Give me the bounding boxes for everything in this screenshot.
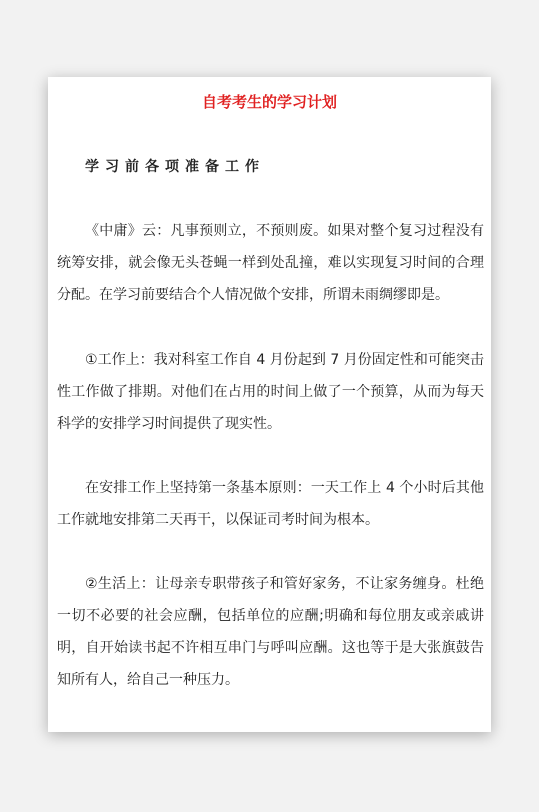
paragraph-work-schedule: ①工作上：我对科室工作自 4 月份起到 7 月份固定性和可能突击性工作做了排期。对他们在占用的时间上做了一个预算，从而为每天科学的安排学习时间提供了现实性。 <box>57 352 484 432</box>
section-heading: 学习前各项准备工作 <box>85 159 265 175</box>
document-title: 自考考生的学习计划 <box>201 93 337 111</box>
paragraph-life-arrangement: ②生活上：让母亲专职带孩子和管好家务，不让家务缠身。杜绝一切不必要的社会应酬，包括单位的应酬;明确和每位朋友或亲戚讲明，自开始读书起不许相互串门与呼叫应酬。这也等于是大张旗鼓告知所有人，给自己一种压力。 <box>57 576 484 688</box>
paragraph-work-principle: 在安排工作上坚持第一条基本原则：一天工作上 4 个小时后其他工作就地安排第二天再干，以保证司考时间为根本。 <box>57 480 484 528</box>
paragraph-preparation-intro: 《中庸》云：凡事预则立，不预则废。如果对整个复习过程没有统筹安排，就会像无头苍蝇一样到处乱撞，难以实现复习时间的合理分配。在学习前要结合个人情况做个安排，所谓未雨绸缪即是。 <box>57 223 484 303</box>
document-page <box>48 77 491 732</box>
